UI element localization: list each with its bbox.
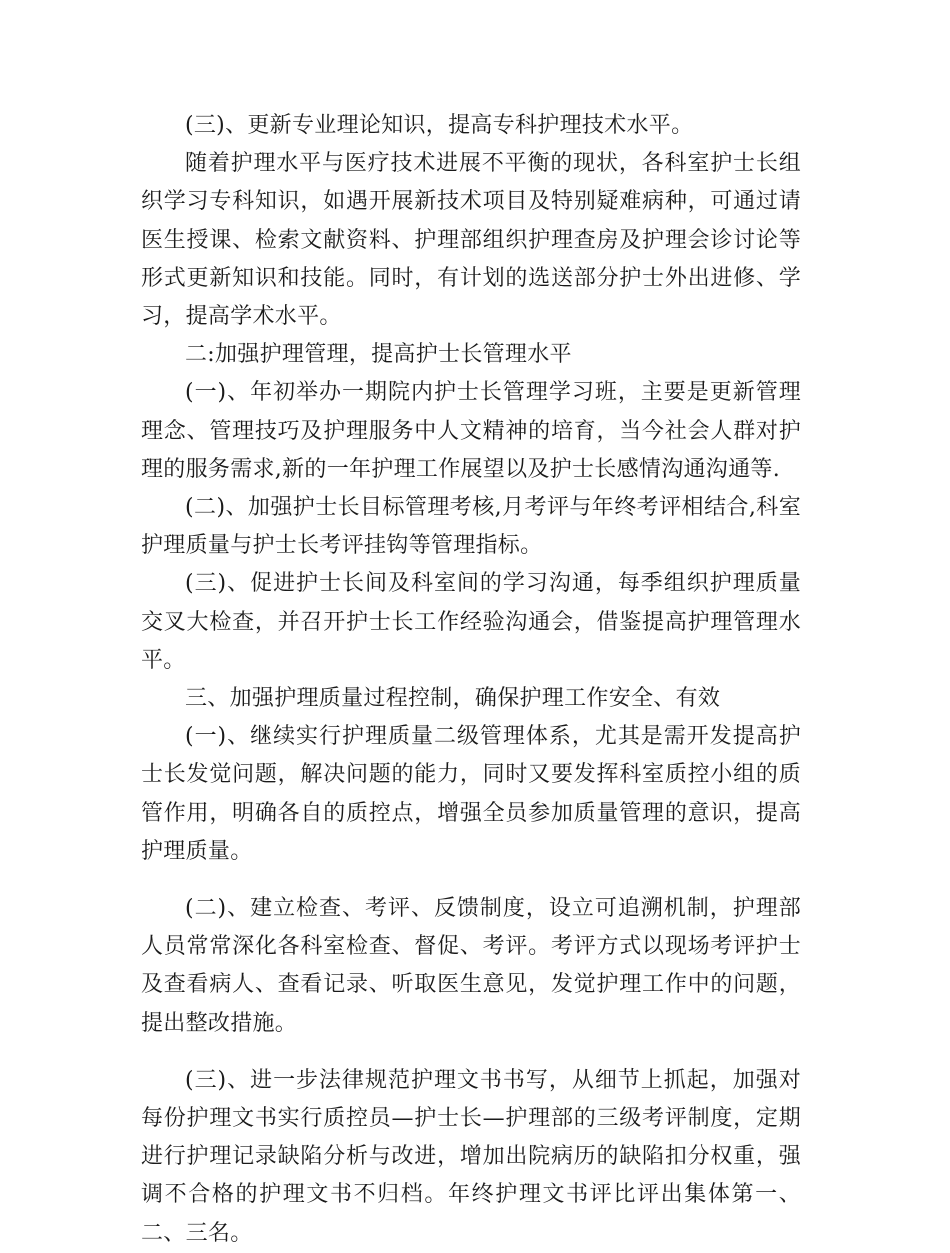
section-heading: (三)、更新专业理论知识，提高专科护理技术水平。 <box>185 113 694 138</box>
body-paragraph: (三)、进一步法律规范护理文书书写，从细节上抓起，加强对每份护理文书实行质控员—护士长—护理部的三级考评制度，定期进行护理记录缺陷分析与改进，增加出院病历的缺陷扣分权重，强调不合格的护理文书不归档。年终护理文书评比评出集体第一、二、三名。 <box>141 1067 801 1246</box>
body-paragraph: (二)、加强护士长目标管理考核,月考评与年终考评相结合,科室护理质量与护士长考评挂钩等管理指标。 <box>141 495 801 559</box>
body-paragraph: 随着护理水平与医疗技术进展不平衡的现状，各科室护士长组织学习专科知识，如遇开展新技术项目及特别疑难病种，可通过请医生授课、检索文献资料、护理部组织护理查房及护理会诊讨论等形式更新知识和技能。同时，有计划的选送部分护士外出进修、学习，提高学术水平。 <box>141 151 801 330</box>
body-paragraph: (三)、促进护士长间及科室间的学习沟通，每季组织护理质量交叉大检查，并召开护士长工作经验沟通会，借鉴提高护理管理水平。 <box>141 571 801 673</box>
paragraph-spacer <box>141 871 801 890</box>
section-heading: 三、加强护理质量过程控制，确保护理工作安全、有效 <box>185 686 721 712</box>
body-paragraph: (二)、建立检查、考评、反馈制度，设立可追溯机制，护理部人员常常深化各科室检查、督促、考评。考评方式以现场考评护士及查看病人、查看记录、听取医生意见，发觉护理工作中的问题，提出整改措施。 <box>141 896 801 1036</box>
body-paragraph: (一)、年初举办一期院内护士长管理学习班，主要是更新管理理念、管理技巧及护理服务中人文精神的培育，当今社会人群对护理的服务需求,新的一年护理工作展望以及护士长感情沟通沟通等. <box>141 380 801 482</box>
paragraph-spacer <box>141 1043 801 1062</box>
document-body <box>141 107 801 1253</box>
section-heading: 二:加强护理管理，提高护士长管理水平 <box>185 342 572 368</box>
body-paragraph: (一)、继续实行护理质量二级管理体系，尤其是需开发提高护士长发觉问题，解决问题的能力，同时又要发挥科室质控小组的质管作用，明确各自的质控点，增强全员参加质量管理的意识，提高护理质量。 <box>141 724 801 864</box>
